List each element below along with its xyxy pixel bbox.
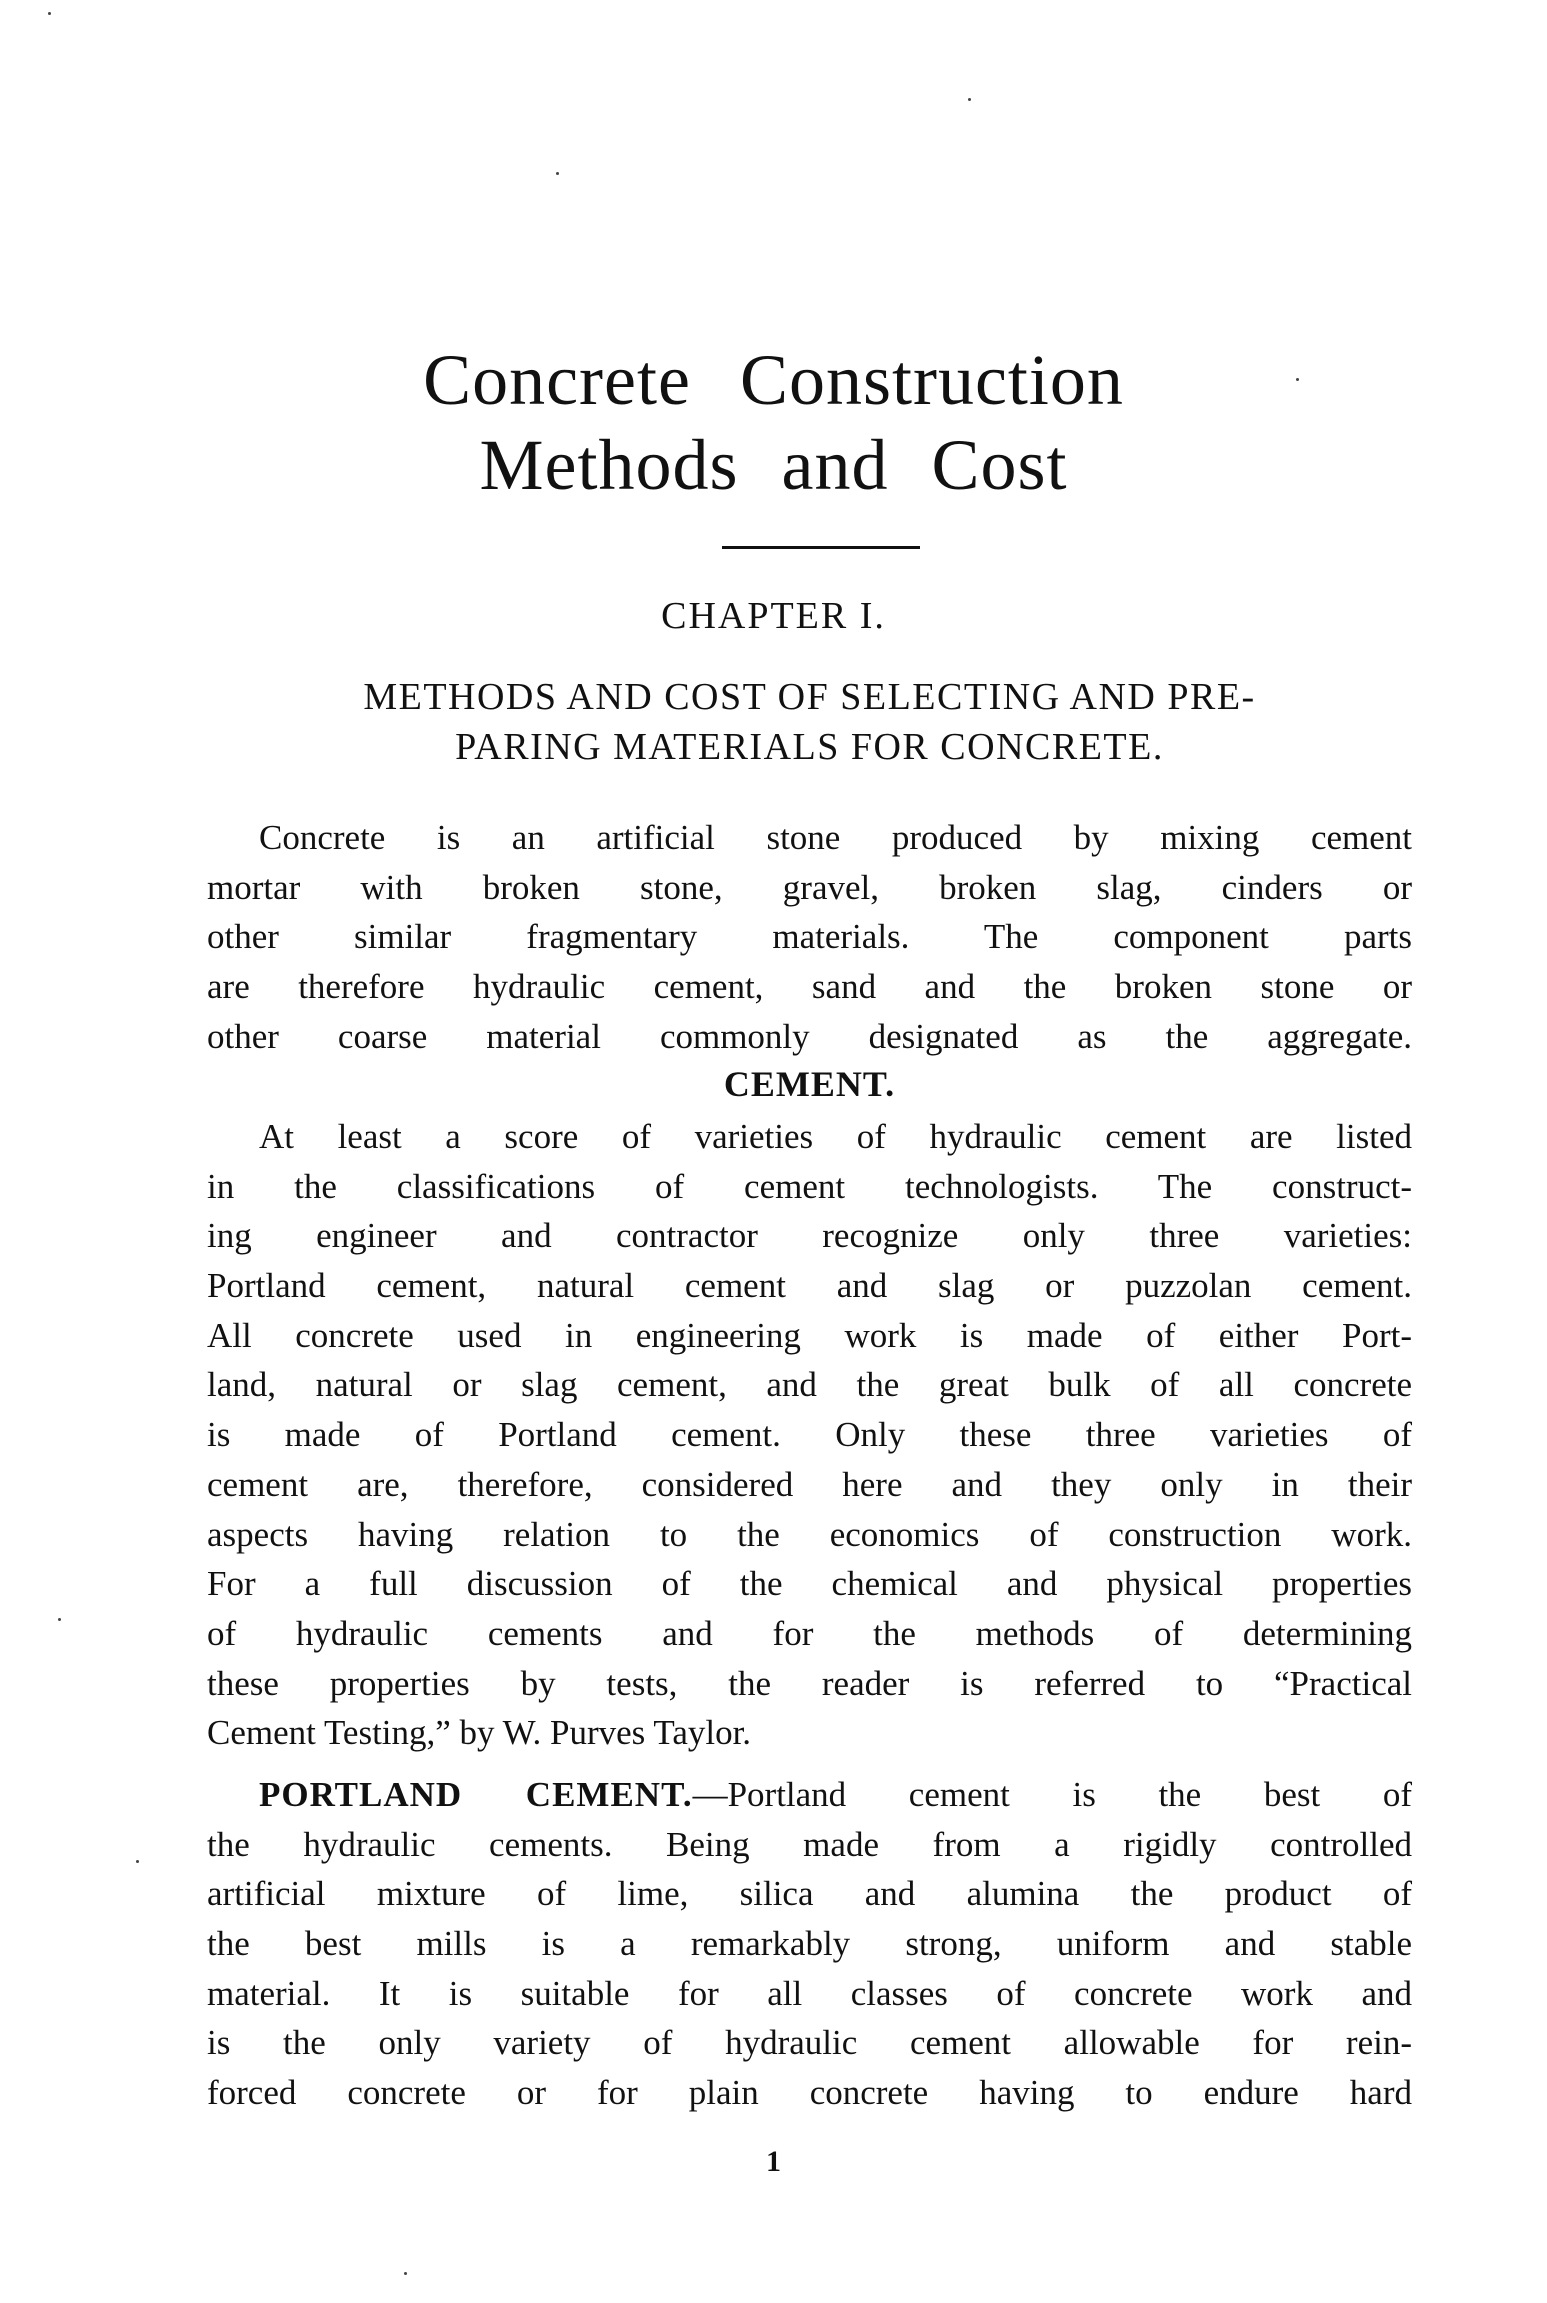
paragraph-line: cement are, therefore, considered here and they only in their — [207, 1464, 1412, 1504]
scan-speck — [1296, 378, 1299, 381]
paragraph-line: ing engineer and contractor recognize only three varieties: — [207, 1216, 1412, 1256]
paragraph-first-line — [207, 1770, 1412, 1820]
paragraph-line: Portland cement, natural cement and slag or puzzolan cement. — [207, 1266, 1412, 1306]
title-divider-rule — [722, 546, 920, 549]
scan-speck — [404, 2272, 407, 2275]
paragraph-line: aspects having relation to the economics of construction work. — [207, 1514, 1412, 1554]
paragraph-line: All concrete used in engineering work is made of either Port- — [207, 1315, 1412, 1355]
paragraph-line: the hydraulic cements. Being made from a rigidly controlled — [207, 1824, 1412, 1864]
paragraph-line: mortar with broken stone, gravel, broken slag, cinders or — [207, 867, 1412, 907]
paragraph-line: For a full discussion of the chemical and physical properties — [207, 1564, 1412, 1604]
scan-speck — [58, 1618, 61, 1621]
paragraph-line: of hydraulic cements and for the methods of determining — [207, 1613, 1412, 1653]
paragraph-line: forced concrete or for plain concrete having to endure hard — [207, 2073, 1412, 2113]
paragraph-line: other coarse material commonly designated as the aggregate. — [207, 1016, 1412, 1056]
paragraph-line: Cement Testing,” by W. Purves Taylor. — [207, 1713, 752, 1753]
paragraph-line: are therefore hydraulic cement, sand and the broken stone or — [207, 967, 1412, 1007]
paragraph-line: At least a score of varieties of hydraulic cement are listed — [259, 1117, 1412, 1156]
page-number: 1 — [766, 2145, 781, 2178]
paragraph-line: Concrete is an artificial stone produced by mixing cement — [259, 818, 1412, 857]
scan-speck — [136, 1860, 139, 1863]
paragraph-line: these properties by tests, the reader is referred to “Practical — [207, 1663, 1412, 1703]
chapter-title-line-1: METHODS AND COST OF SELECTING AND PRE- — [363, 676, 1256, 718]
chapter-title-line-2: PARING MATERIALS FOR CONCRETE. — [455, 726, 1164, 768]
paragraph-line: material. It is suitable for all classes of concrete work and — [207, 1973, 1412, 2013]
paragraph-line: in the classifications of cement technologists. The construct- — [207, 1166, 1412, 1206]
scan-speck — [968, 98, 971, 101]
scan-speck — [48, 12, 51, 15]
book-title-line-1: Concrete Construction — [423, 340, 1124, 420]
paragraph-line: land, natural or slag cement, and the great bulk of all concrete — [207, 1365, 1412, 1405]
portland-cement-runin-heading: PORTLAND CEMENT. — [259, 1775, 693, 1814]
portland-cement-paragraph — [207, 1770, 1412, 2118]
paragraph-line: other similar fragmentary materials. The component parts — [207, 917, 1412, 957]
paragraph-line-rest: —Portland cement is the best of — [692, 1775, 1412, 1814]
paragraph-line: the best mills is a remarkably strong, uniform and stable — [207, 1924, 1412, 1964]
paragraph-line: artificial mixture of lime, silica and alumina the product of — [207, 1874, 1412, 1914]
cement-paragraph — [207, 1112, 1412, 1758]
cement-section-heading: CEMENT. — [723, 1064, 896, 1104]
intro-paragraph — [207, 813, 1412, 1061]
scan-speck — [556, 172, 559, 175]
chapter-label: CHAPTER I. — [661, 595, 886, 637]
paragraph-line: is made of Portland cement. Only these three varieties of — [207, 1415, 1412, 1455]
book-title-line-2: Methods and Cost — [479, 425, 1068, 505]
paragraph-line: is the only variety of hydraulic cement allowable for rein- — [207, 2023, 1412, 2063]
